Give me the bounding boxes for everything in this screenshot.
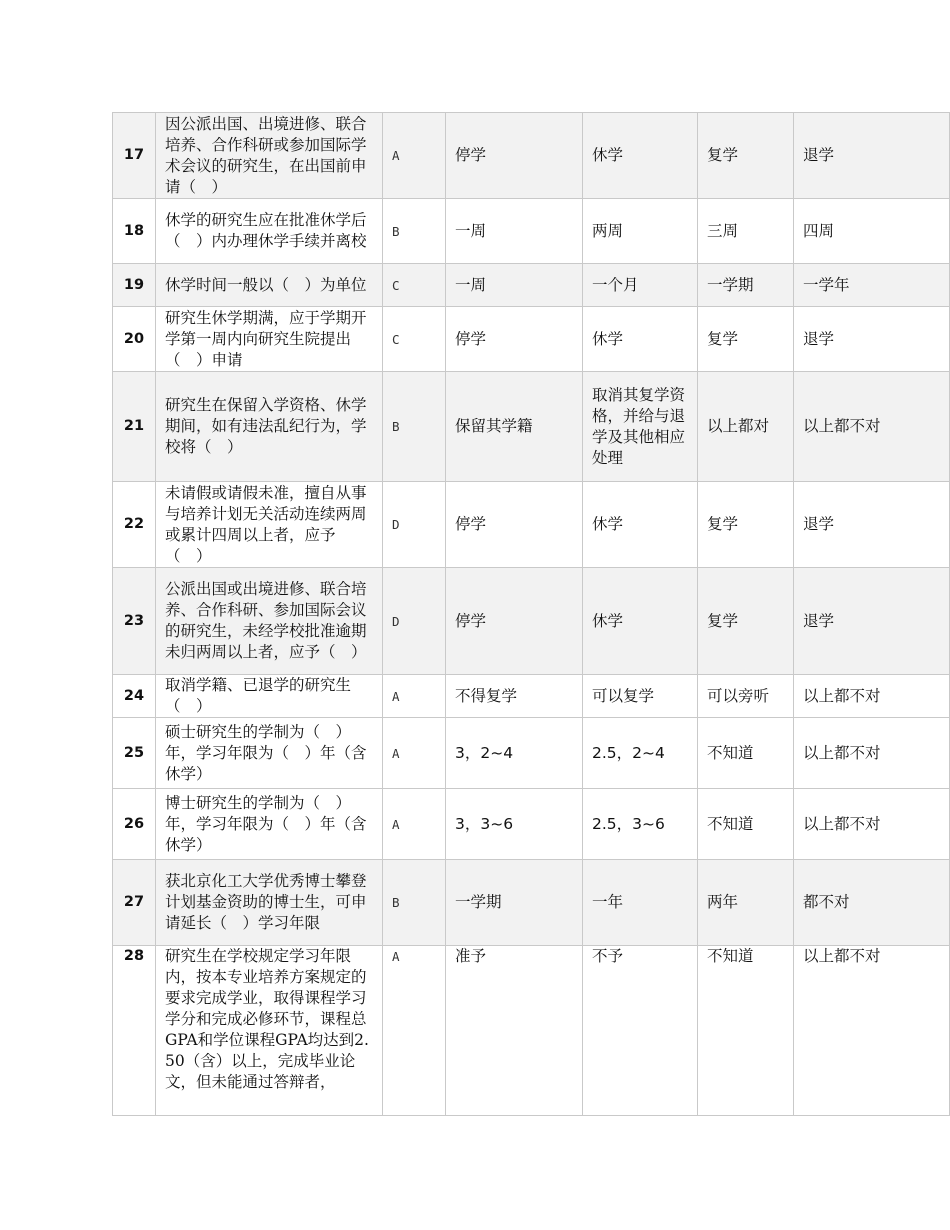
question-number: 26 <box>113 789 156 860</box>
option-b: 一年 <box>583 860 698 946</box>
question-row <box>113 860 950 946</box>
option-d: 退学 <box>794 113 950 199</box>
option-d: 退学 <box>794 307 950 372</box>
option-b: 2.5，3~6 <box>583 789 698 860</box>
answer-key: D <box>383 482 446 568</box>
question-text: 因公派出国、出境进修、联合培养、合作科研或参加国际学术会议的研究生，在出国前申请（ ） <box>156 113 383 199</box>
option-b: 休学 <box>583 307 698 372</box>
option-a: 停学 <box>446 568 583 675</box>
question-text: 休学时间一般以（ ）为单位 <box>156 264 383 307</box>
option-c: 复学 <box>698 113 794 199</box>
question-number: 18 <box>113 199 156 264</box>
question-row <box>113 372 950 482</box>
question-text: 研究生在学校规定学习年限内，按本专业培养方案规定的要求完成学业，取得课程学习学分和完成必修环节，课程总GPA和学位课程GPA均达到2.50（含）以上，完成毕业论文，但未能通过答辩者， <box>156 946 383 1116</box>
option-c: 复学 <box>698 482 794 568</box>
option-b: 休学 <box>583 482 698 568</box>
option-c: 以上都对 <box>698 372 794 482</box>
option-c: 不知道 <box>698 946 794 1116</box>
question-number: 25 <box>113 718 156 789</box>
option-a: 不得复学 <box>446 675 583 718</box>
question-text: 研究生休学期满，应于学期开学第一周内向研究生院提出（ ）申请 <box>156 307 383 372</box>
option-c: 复学 <box>698 307 794 372</box>
question-row <box>113 264 950 307</box>
question-text: 未请假或请假未准，擅自从事与培养计划无关活动连续两周或累计四周以上者，应予（ ） <box>156 482 383 568</box>
question-row <box>113 113 950 199</box>
option-a: 一周 <box>446 264 583 307</box>
option-b: 不予 <box>583 946 698 1116</box>
question-text: 研究生在保留入学资格、休学期间，如有违法乱纪行为，学校将（ ） <box>156 372 383 482</box>
answer-key: B <box>383 372 446 482</box>
option-d: 以上都不对 <box>794 718 950 789</box>
quiz-table <box>112 112 950 1116</box>
option-a: 3，2~4 <box>446 718 583 789</box>
option-c: 复学 <box>698 568 794 675</box>
option-c: 一学期 <box>698 264 794 307</box>
question-row <box>113 482 950 568</box>
question-number: 17 <box>113 113 156 199</box>
question-number: 21 <box>113 372 156 482</box>
option-c: 不知道 <box>698 718 794 789</box>
option-a: 停学 <box>446 307 583 372</box>
question-text: 博士研究生的学制为（ ）年，学习年限为（ ）年（含休学） <box>156 789 383 860</box>
answer-key: C <box>383 264 446 307</box>
option-a: 停学 <box>446 113 583 199</box>
answer-key: B <box>383 199 446 264</box>
option-a: 一周 <box>446 199 583 264</box>
question-row <box>113 718 950 789</box>
option-b: 2.5，2~4 <box>583 718 698 789</box>
option-c: 两年 <box>698 860 794 946</box>
option-c: 不知道 <box>698 789 794 860</box>
option-d: 退学 <box>794 568 950 675</box>
option-a: 一学期 <box>446 860 583 946</box>
option-d: 都不对 <box>794 860 950 946</box>
option-b: 休学 <box>583 568 698 675</box>
option-d: 以上都不对 <box>794 789 950 860</box>
option-b: 休学 <box>583 113 698 199</box>
option-a: 3，3~6 <box>446 789 583 860</box>
question-number: 23 <box>113 568 156 675</box>
question-text: 硕士研究生的学制为（ ）年，学习年限为（ ）年（含休学） <box>156 718 383 789</box>
answer-key: D <box>383 568 446 675</box>
answer-key: A <box>383 946 446 1116</box>
question-number: 19 <box>113 264 156 307</box>
question-number: 28 <box>113 946 156 1116</box>
question-row <box>113 307 950 372</box>
option-d: 退学 <box>794 482 950 568</box>
option-b: 可以复学 <box>583 675 698 718</box>
question-row <box>113 946 950 1116</box>
option-b: 两周 <box>583 199 698 264</box>
option-d: 四周 <box>794 199 950 264</box>
question-text: 公派出国或出境进修、联合培养、合作科研、参加国际会议的研究生，未经学校批准逾期未归两周以上者，应予（ ） <box>156 568 383 675</box>
option-a: 保留其学籍 <box>446 372 583 482</box>
question-row <box>113 789 950 860</box>
question-number: 20 <box>113 307 156 372</box>
option-c: 可以旁听 <box>698 675 794 718</box>
answer-key: B <box>383 860 446 946</box>
question-row <box>113 675 950 718</box>
option-d: 以上都不对 <box>794 946 950 1116</box>
option-d: 一学年 <box>794 264 950 307</box>
option-c: 三周 <box>698 199 794 264</box>
question-number: 24 <box>113 675 156 718</box>
answer-key: A <box>383 789 446 860</box>
answer-key: A <box>383 675 446 718</box>
answer-key: A <box>383 113 446 199</box>
option-d: 以上都不对 <box>794 675 950 718</box>
question-row <box>113 568 950 675</box>
question-text: 休学的研究生应在批准休学后（ ）内办理休学手续并离校 <box>156 199 383 264</box>
question-number: 27 <box>113 860 156 946</box>
option-a: 停学 <box>446 482 583 568</box>
question-number: 22 <box>113 482 156 568</box>
answer-key: C <box>383 307 446 372</box>
question-text: 取消学籍、已退学的研究生（ ） <box>156 675 383 718</box>
option-b: 取消其复学资格，并给与退学及其他相应处理 <box>583 372 698 482</box>
option-a: 准予 <box>446 946 583 1116</box>
question-text: 获北京化工大学优秀博士攀登计划基金资助的博士生，可申请延长（ ）学习年限 <box>156 860 383 946</box>
option-d: 以上都不对 <box>794 372 950 482</box>
answer-key: A <box>383 718 446 789</box>
quiz-table-body <box>113 113 950 1116</box>
question-row <box>113 199 950 264</box>
option-b: 一个月 <box>583 264 698 307</box>
